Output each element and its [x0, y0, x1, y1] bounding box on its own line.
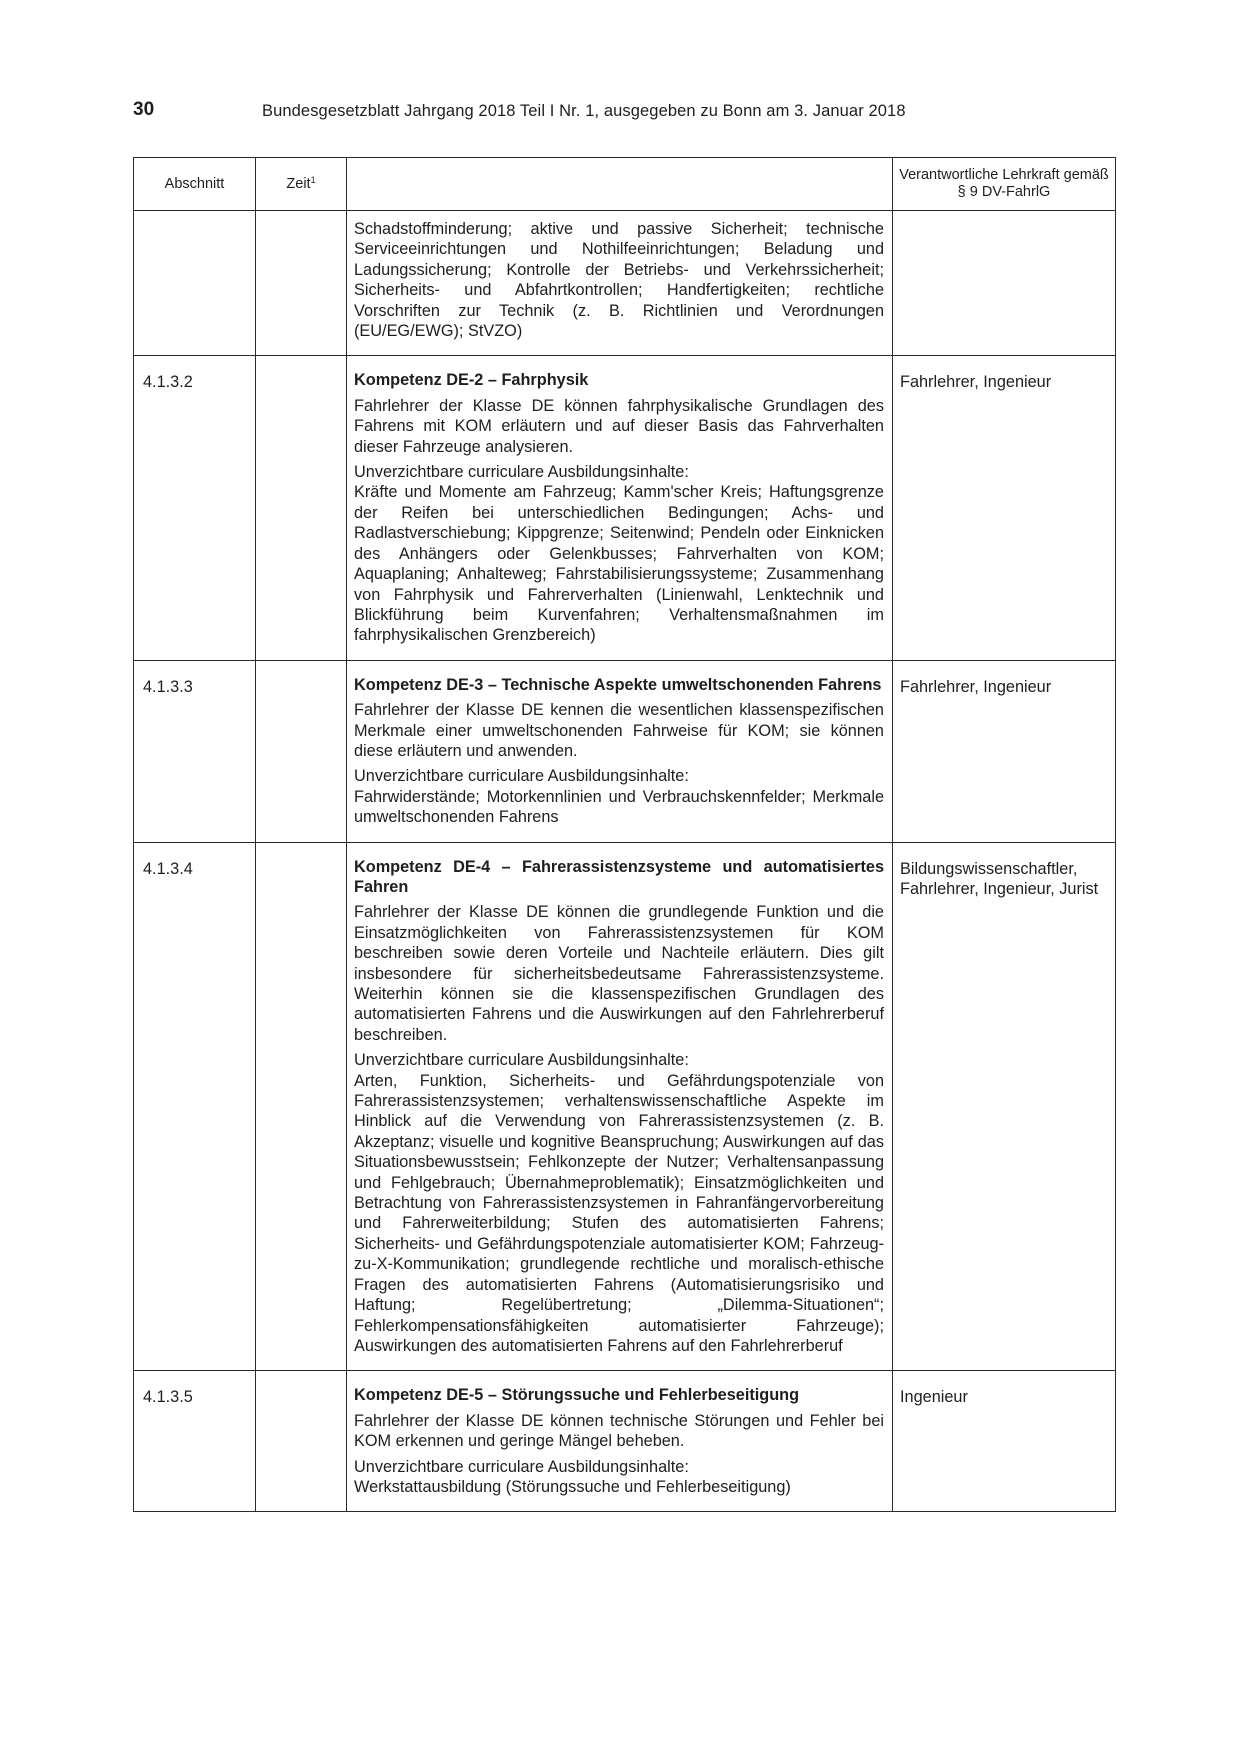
content-label: Unverzichtbare curriculare Ausbildungsinhalte:	[354, 1457, 689, 1476]
competence-description: Fahrlehrer der Klasse DE kennen die wesentlichen klassenspezifischen Merkmale einer umweltschonenden Fahrweise für KOM; sie können diese erläutern und anwenden.	[354, 701, 884, 760]
competence-title: Kompetenz DE-5 – Störungssuche und Fehlerbeseitigung	[354, 1386, 800, 1405]
col-header-content	[347, 158, 893, 211]
competence-description: Fahrlehrer der Klasse DE können fahrphysikalische Grundlagen des Fahrens mit KOM erläutern und auf dieser Basis das Fahrverhalten dieser Fahrzeuge analysieren.	[354, 396, 884, 456]
zeit-cell	[256, 211, 347, 356]
content-text: Werkstattausbildung (Störungssuche und Fehlerbeseitigung)	[354, 1477, 791, 1496]
content-cell	[347, 356, 893, 660]
section-number: 4.1.3.3	[134, 660, 256, 842]
content-label: Unverzichtbare curriculare Ausbildungsinhalte:	[354, 1051, 689, 1070]
curriculum-table	[133, 157, 1116, 1512]
footnote-marker: 1	[310, 174, 316, 185]
content-label: Unverzichtbare curriculare Ausbildungsinhalte:	[354, 463, 689, 482]
col-header-abschnitt: Abschnitt	[134, 158, 256, 211]
competence-description: Fahrlehrer der Klasse DE können die grundlegende Funktion und die Einsatzmöglichkeiten von Fahrerassistenzsystemen für KOM beschreiben sowie deren Vorteile und Nachteile erläutern. Dies gilt insbesondere für sicherheitsbedeutsame Fahrerassistenzsysteme. Weiterhin können sie die klassenspezifischen Grundlagen des automatisierten Fahrens und die Auswirkungen auf den Fahrlehrerberuf beschreiben.	[354, 903, 884, 1044]
content-cell	[347, 1371, 893, 1512]
responsible-teacher: Bildungswissenschaftler, Fahrlehrer, Ingenieur, Jurist	[893, 842, 1116, 1371]
page-number: 30	[133, 99, 155, 120]
content-cell	[347, 660, 893, 842]
responsible-cell	[893, 211, 1116, 356]
table-row	[134, 842, 1116, 1371]
zeit-cell	[256, 842, 347, 1371]
responsible-teacher: Fahrlehrer, Ingenieur	[893, 660, 1116, 842]
competence-title: Kompetenz DE-4 – Fahrerassistenzsysteme und automatisiertes Fahren	[354, 857, 884, 896]
responsible-teacher: Fahrlehrer, Ingenieur	[893, 356, 1116, 660]
col-header-responsible: Verantwortliche Lehrkraft gemäß § 9 DV-FahrlG	[893, 158, 1116, 211]
content-label: Unverzichtbare curriculare Ausbildungsinhalte:	[354, 767, 689, 786]
continuation-text: Schadstoffminderung; aktive und passive Sicherheit; technische Serviceeinrichtungen und Nothilfeeinrichtungen; Beladung und Ladungssicherung; Kontrolle der Betriebs- und Verkehrssicherheit; Sicherheits- und Abfahrtkontrollen; Handfertigkeiten; rechtliche Vorschriften zur Technik (z. B. Richtlinien und Verordnungen (EU/EG/EWG); StVZO)	[354, 220, 884, 341]
competence-description: Fahrlehrer der Klasse DE können technische Störungen und Fehler bei KOM erkennen und geringe Mängel beheben.	[354, 1411, 884, 1451]
table-row	[134, 356, 1116, 660]
responsible-teacher: Ingenieur	[893, 1371, 1116, 1512]
content-cell	[347, 211, 893, 356]
section-number: 4.1.3.4	[134, 842, 256, 1371]
zeit-cell	[256, 356, 347, 660]
gazette-header: Bundesgesetzblatt Jahrgang 2018 Teil I Nr. 1, ausgegeben zu Bonn am 3. Januar 2018	[262, 102, 906, 120]
competence-title: Kompetenz DE-2 – Fahrphysik	[354, 371, 589, 390]
competence-title: Kompetenz DE-3 – Technische Aspekte umweltschonenden Fahrens	[354, 675, 882, 694]
table-row	[134, 1371, 1116, 1512]
content-text: Arten, Funktion, Sicherheits- und Gefährdungspotenziale von Fahrerassistenzsystemen; verhaltenswissenschaftliche Aspekte im Hinblick auf die Verwendung von Fahrerassistenzsystemen (z. B. Akzeptanz; visuelle und kognitive Beanspruchung; Auswirkungen auf das Situationsbewusstsein; Fehlkonzepte der Nutzer; Verhaltensanpassung und Fehlgebrauch; Übernahmeproblematik); Einsatzmöglichkeiten und Betrachtung von Fahrerassistenzsystemen in Fahranfängervorbereitung und Fahrerweiterbildung; Stufen des automatisierten Fahrens; Sicherheits- und Gefährdungspotenziale automatisierter KOM; Fahrzeug-zu-X-Kommunikation; grundlegende rechtliche und moralisch-ethische Fragen des automatisierten Fahrens (Automatisierungsrisiko und Haftung; Regelübertretung; „Dilemma-Situationen“; Fehlerkompensationsfähigkeiten automatisierter Fahrzeuge); Auswirkungen des automatisierten Fahrens auf den Fahrlehrerberuf	[354, 1071, 884, 1355]
section-cell	[134, 211, 256, 356]
col-header-zeit-label: Zeit	[286, 175, 311, 192]
section-number: 4.1.3.2	[134, 356, 256, 660]
table-row	[134, 660, 1116, 842]
table-header-row	[134, 158, 1116, 211]
content-cell	[347, 842, 893, 1371]
table-row	[134, 211, 1116, 356]
content-text: Fahrwiderstände; Motorkennlinien und Verbrauchskennfelder; Merkmale umweltschonenden Fahrens	[354, 787, 884, 827]
zeit-cell	[256, 660, 347, 842]
col-header-zeit	[256, 158, 347, 211]
section-number: 4.1.3.5	[134, 1371, 256, 1512]
zeit-cell	[256, 1371, 347, 1512]
content-text: Kräfte und Momente am Fahrzeug; Kamm'scher Kreis; Haftungsgrenze der Reifen bei unterschiedlichen Bedingungen; Achs- und Radlastverschiebung; Kippgrenze; Seitenwind; Pendeln oder Einknicken des Anhängers oder Gelenkbusses; Fahrverhalten von KOM; Aquaplaning; Anhalteweg; Fahrstabilisierungssysteme; Zusammenhang von Fahrphysik und Fahrerverhalten (Linienwahl, Lenktechnik und Blickführung beim Kurvenfahren; Verhaltensmaßnahmen im fahrphysikalischen Grenzbereich)	[354, 483, 884, 645]
